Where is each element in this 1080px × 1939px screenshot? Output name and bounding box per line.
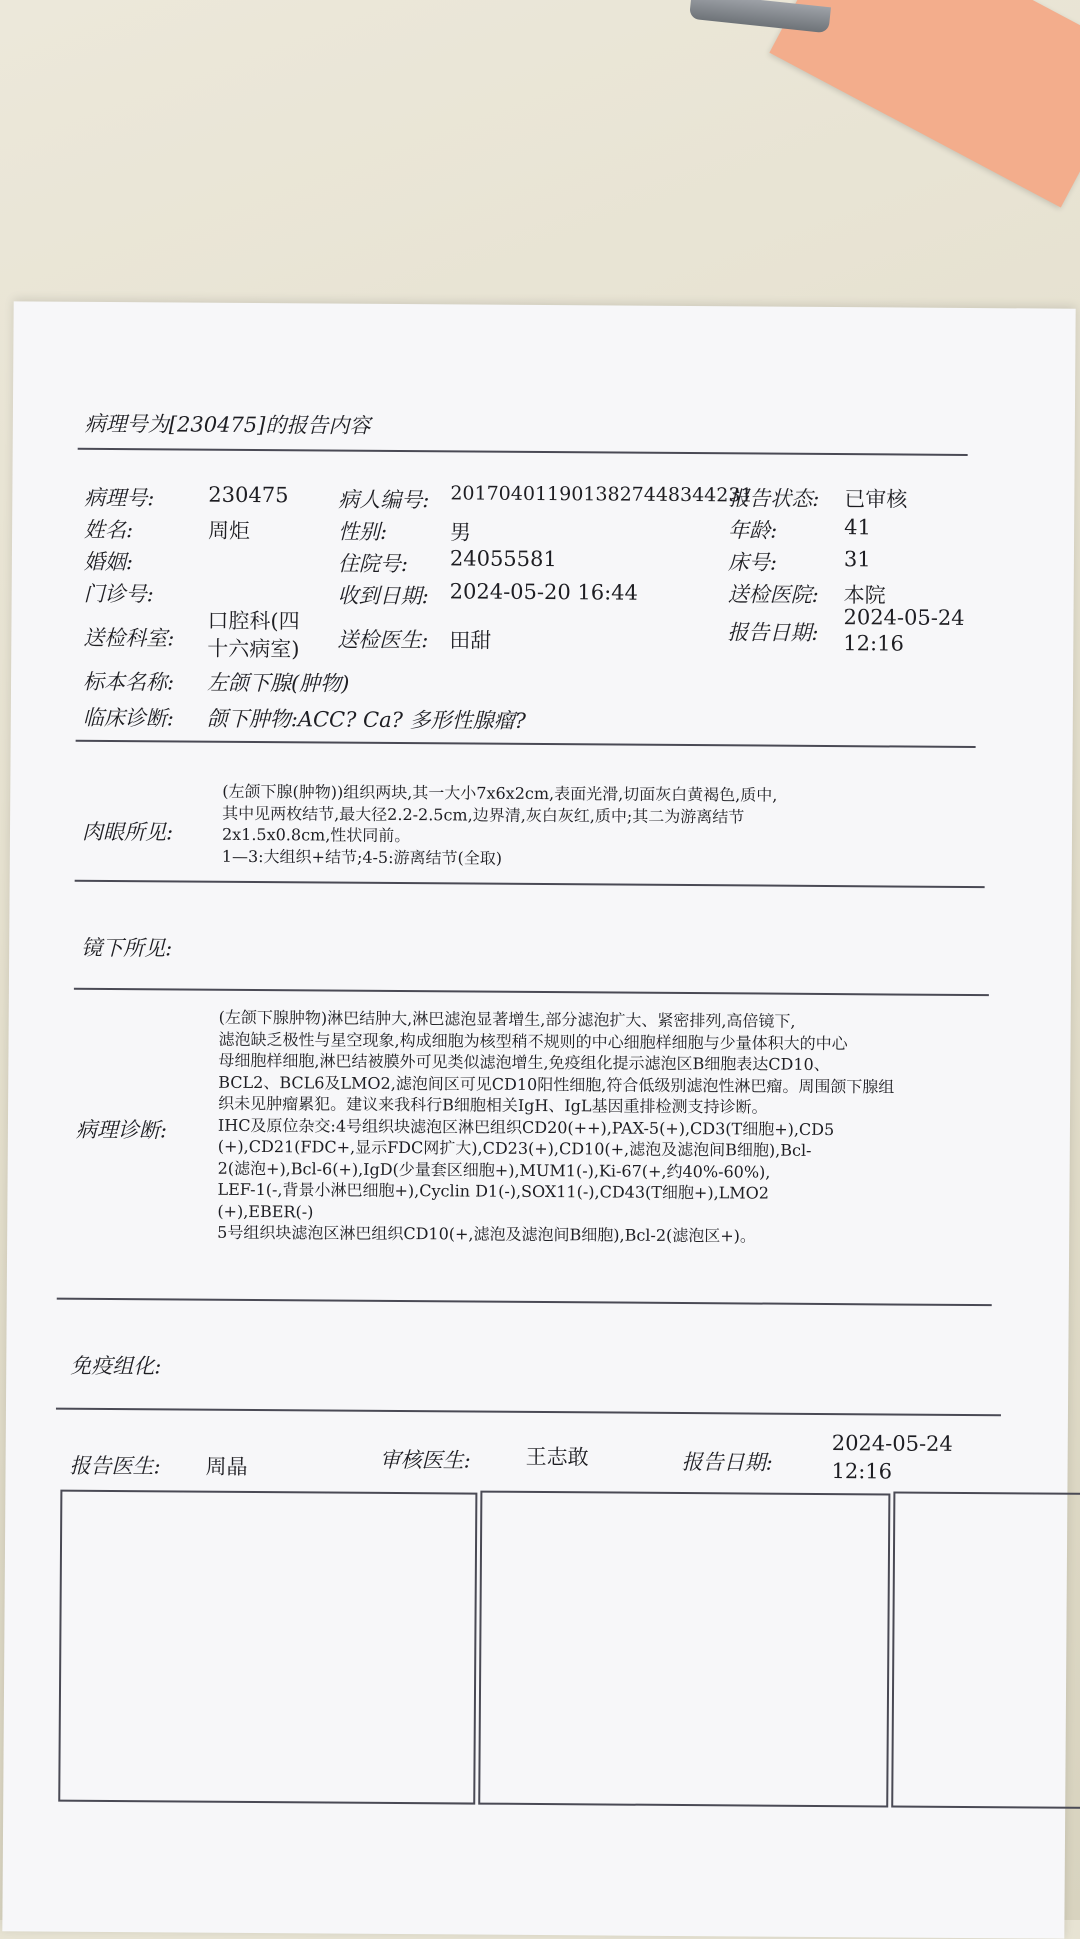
ihc-label: 免疫组化: (70, 1353, 162, 1379)
dept-line1: 口腔科(四 (207, 608, 300, 634)
diagnosis-label: 病理诊断: (75, 1117, 168, 1143)
gross-description: (左颌下腺(肿物))组织两块,其一大小7x6x2cm,表面光滑,切面灰白黄褐色,质中, 其中见两枚结节,最大径2.2-2.5cm,边界清,灰白灰红,质中;其二为游离结节 2x1.5x0.8cm,性状同前。 1—3:大组织+结节;4-5:游离结节(全取) (221, 781, 778, 868)
divider (78, 448, 968, 456)
gender: 男 (450, 520, 472, 545)
doctor: 田甜 (449, 628, 492, 653)
report-date-label: 报告日期: (727, 620, 819, 645)
diagnosis-text: (左颌下腺肿物)淋巴结肿大,淋巴滤泡显著增生,部分滤泡扩大、紧密排列,高倍镜下, 滤泡缺乏极性与星空现象,构成细胞为核型稍不规则的中心细胞样细胞与少量体积大的中心 母细胞样细胞,淋巴结被膜外可见类似滤泡增生,免疫组化提示滤泡区B细胞表达CD10、 BCL2、BCL6及LMO2,滤泡间区可见CD10阳性细胞,符合低级别滤泡性淋巴瘤。周围颌下腺组 织未见肿瘤累犯。建议来我科行B细胞相关IgH、IgL基因重排检测支持诊断。 IHC及原位杂交:4号组织块滤泡区淋巴组织CD20(++),PAX-5(+),CD3(T细胞+),CD5 (+),CD21(FDC+,显示FDC网扩大),CD23(+),CD10(+,滤泡及滤泡间B细胞),Bcl- 2(滤泡+),Bcl-6(+),IgD(少量套区细胞+),MUM1(-),Ki-67(+,约40%-60%), LEF-1(-,背景小淋巴细胞+),Cyclin D1(-),SOX11(-),CD43(T细胞+),LMO2 (+),EBER(-) 5号组织块滤泡区淋巴组织CD10(+,滤泡及滤泡间B细胞),Bcl-2(滤泡区+)。 (217, 1007, 895, 1246)
signature-box-3 (891, 1491, 1080, 1808)
clinical-label: 临床诊断: (82, 705, 174, 731)
clinical-diagnosis: 颌下肿物:ACC? Ca? 多形性腺瘤? (206, 706, 526, 733)
sign-date-label: 报告日期: (681, 1450, 773, 1475)
received-date: 2024-05-20 16:44 (449, 579, 639, 605)
hospital: 本院 (843, 583, 886, 608)
reviewer: 王志敢 (525, 1444, 589, 1470)
patient-id-label: 病人编号: (338, 487, 430, 513)
divider (57, 1298, 992, 1307)
gross-label: 肉眼所见: (81, 819, 174, 845)
bed-label: 床号: (727, 550, 778, 575)
outpatient-label: 门诊号: (83, 581, 154, 607)
hospital-label: 送检医院: (727, 582, 819, 607)
age-label: 年龄: (728, 518, 778, 543)
microscopic-label: 镜下所见: (81, 935, 173, 961)
reporter: 周晶 (205, 1454, 248, 1479)
inpatient-no-label: 住院号: (337, 551, 409, 577)
status-label: 报告状态: (728, 486, 820, 511)
report-date-line2: 12:16 (843, 631, 904, 656)
reporter-label: 报告医生: (69, 1453, 161, 1479)
dept-line2: 十六病室) (207, 636, 300, 662)
dept-label: 送检科室: (83, 625, 175, 651)
reviewer-label: 审核医生: (379, 1447, 471, 1473)
status: 已审核 (844, 487, 908, 512)
received-label: 收到日期: (337, 583, 429, 609)
specimen-label: 标本名称: (82, 669, 175, 695)
pathology-no: 230475 (208, 482, 289, 508)
specimen: 左颌下腺(肿物) (206, 670, 350, 696)
sign-date-line1: 2024-05-24 (831, 1431, 953, 1456)
sign-date-line2: 12:16 (831, 1459, 893, 1484)
divider (76, 740, 976, 748)
divider (75, 880, 985, 888)
doctor-label: 送检医生: (337, 627, 429, 653)
marriage-label: 婚姻: (83, 549, 134, 575)
patient-id: 20170401190138274483442​31 (450, 482, 753, 507)
report-date-line1: 2024-05-24 (843, 605, 965, 630)
name-label: 姓名: (84, 517, 134, 543)
pathology-no-label: 病理号: (84, 485, 155, 511)
report-title: 病理号为[230475]的报告内容 (84, 411, 371, 438)
bed: 31 (843, 547, 871, 572)
divider (56, 1408, 1001, 1417)
signature-box-2 (478, 1491, 890, 1808)
pathology-report-sheet (2, 301, 1075, 1938)
gender-label: 性别: (338, 519, 388, 544)
name: 周炬 (208, 518, 251, 543)
age: 41 (844, 515, 871, 540)
inpatient-no: 24055581 (449, 546, 557, 572)
divider (74, 988, 989, 996)
signature-box-1 (58, 1490, 477, 1805)
